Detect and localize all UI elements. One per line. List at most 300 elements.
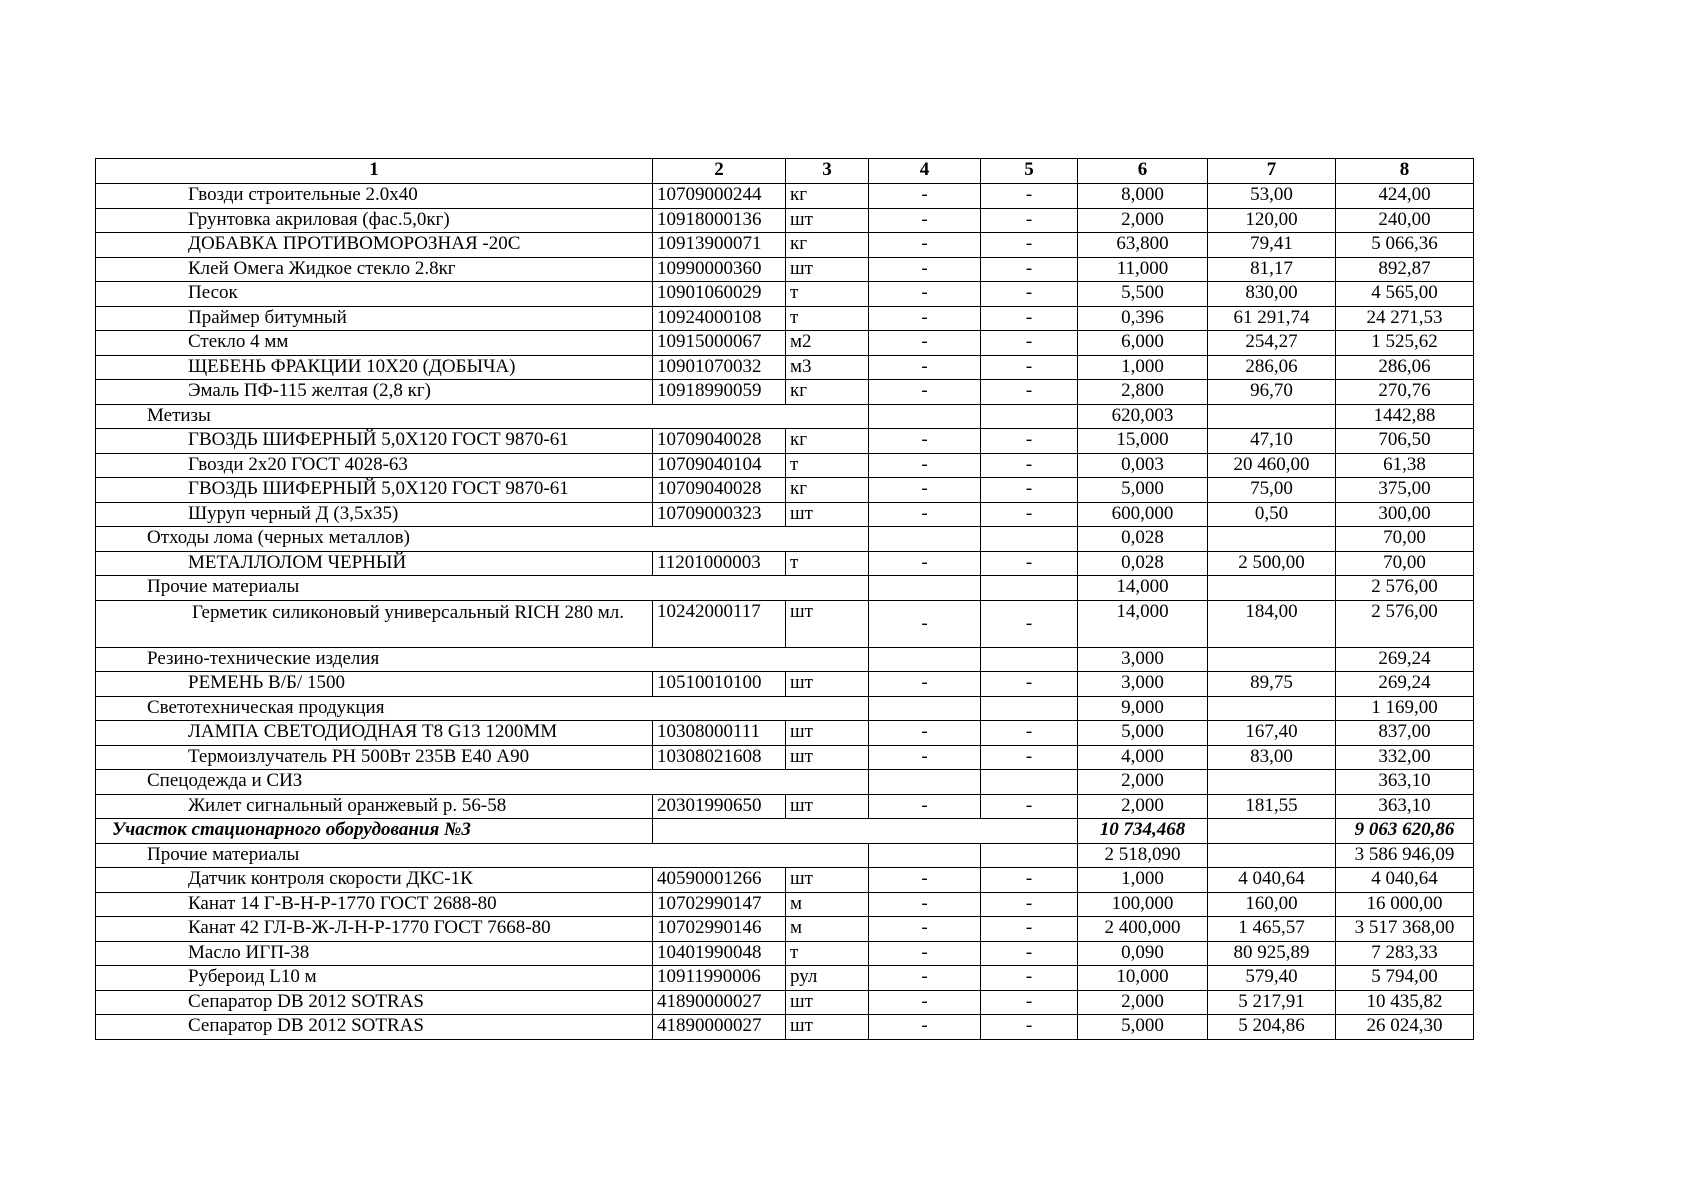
column-4-value: - [869,208,981,233]
column-header-1: 1 [96,159,653,184]
column-4-value: - [869,672,981,697]
item-name: ГВОЗДЬ ШИФЕРНЫЙ 5,0Х120 ГОСТ 9870-61 [96,478,653,503]
empty-cell [981,576,1078,601]
empty-cell [1208,843,1336,868]
item-code: 10901060029 [653,282,786,307]
group-name: Метизы [96,404,869,429]
item-name: Сепаратор DB 2012 SOTRAS [96,990,653,1015]
item-code: 41890000027 [653,990,786,1015]
column-4-value: - [869,794,981,819]
item-unit: шт [786,502,869,527]
column-4-value: - [869,257,981,282]
table-row [96,233,1474,258]
column-4-value: - [869,917,981,942]
table-row [96,600,1474,647]
item-quantity: 14,000 [1078,600,1208,647]
item-unit: рул [786,966,869,991]
item-price: 2 500,00 [1208,551,1336,576]
column-5-value: - [981,966,1078,991]
table-row [96,306,1474,331]
table-row [96,794,1474,819]
empty-cell [869,770,981,795]
empty-cell [1208,647,1336,672]
materials-table [95,158,1474,1040]
item-unit: шт [786,257,869,282]
table-row [96,966,1474,991]
item-code: 10918990059 [653,380,786,405]
item-unit: т [786,282,869,307]
column-header-4: 4 [869,159,981,184]
group-name: Прочие материалы [96,576,869,601]
column-5-value: - [981,331,1078,356]
item-code: 10709000323 [653,502,786,527]
item-code: 20301990650 [653,794,786,819]
table-row [96,941,1474,966]
item-unit: кг [786,184,869,209]
item-price: 5 217,91 [1208,990,1336,1015]
item-quantity: 0,396 [1078,306,1208,331]
table-row [96,551,1474,576]
column-4-value: - [869,355,981,380]
table-row [96,282,1474,307]
column-5-value: - [981,917,1078,942]
empty-cell [1208,770,1336,795]
group-name: Светотехническая продукция [96,696,869,721]
item-price: 53,00 [1208,184,1336,209]
item-price: 47,10 [1208,429,1336,454]
item-code: 10709040028 [653,478,786,503]
item-unit: шт [786,600,869,647]
item-code: 10702990146 [653,917,786,942]
item-code: 10709040104 [653,453,786,478]
item-name: РЕМЕНЬ В/Б/ 1500 [96,672,653,697]
empty-cell [1208,404,1336,429]
table-row [96,257,1474,282]
column-4-value: - [869,600,981,647]
column-5-value: - [981,380,1078,405]
item-name: ГВОЗДЬ ШИФЕРНЫЙ 5,0Х120 ГОСТ 9870-61 [96,429,653,454]
item-name: Песок [96,282,653,307]
item-code: 10702990147 [653,892,786,917]
group-name: Спецодежда и СИЗ [96,770,869,795]
group-sum: 363,10 [1336,770,1474,795]
empty-cell [981,527,1078,552]
item-price: 80 925,89 [1208,941,1336,966]
table-row [96,184,1474,209]
column-4-value: - [869,551,981,576]
group-quantity: 14,000 [1078,576,1208,601]
item-price: 579,40 [1208,966,1336,991]
group-sum: 1 169,00 [1336,696,1474,721]
item-code: 10242000117 [653,600,786,647]
column-5-value: - [981,990,1078,1015]
table-row [96,917,1474,942]
table-row [96,331,1474,356]
column-header-7: 7 [1208,159,1336,184]
column-5-value: - [981,794,1078,819]
column-4-value: - [869,941,981,966]
column-5-value: - [981,257,1078,282]
item-sum: 270,76 [1336,380,1474,405]
column-4-value: - [869,380,981,405]
item-quantity: 3,000 [1078,672,1208,697]
group-quantity: 3,000 [1078,647,1208,672]
group-row [96,770,1474,795]
column-5-value: - [981,551,1078,576]
empty-cell [653,819,1078,844]
item-name: Клей Омега Жидкое стекло 2.8кг [96,257,653,282]
empty-cell [869,576,981,601]
item-price: 286,06 [1208,355,1336,380]
group-row [96,527,1474,552]
group-quantity: 2,000 [1078,770,1208,795]
item-price: 0,50 [1208,502,1336,527]
table-row [96,745,1474,770]
item-unit: шт [786,868,869,893]
table-row [96,453,1474,478]
column-4-value: - [869,502,981,527]
item-quantity: 10,000 [1078,966,1208,991]
column-4-value: - [869,868,981,893]
item-quantity: 0,028 [1078,551,1208,576]
item-quantity: 5,000 [1078,478,1208,503]
group-row [96,696,1474,721]
empty-cell [869,527,981,552]
item-name: Грунтовка акриловая (фас.5,0кг) [96,208,653,233]
item-name: Герметик силиконовый универсальный RICH 280 мл. [96,600,653,647]
item-sum: 706,50 [1336,429,1474,454]
item-code: 40590001266 [653,868,786,893]
item-code: 10401990048 [653,941,786,966]
column-5-value: - [981,721,1078,746]
column-4-value: - [869,745,981,770]
group-sum: 2 576,00 [1336,576,1474,601]
item-code: 10911990006 [653,966,786,991]
item-sum: 332,00 [1336,745,1474,770]
column-header-8: 8 [1336,159,1474,184]
empty-cell [869,404,981,429]
empty-cell [981,843,1078,868]
item-name: Стекло 4 мм [96,331,653,356]
item-sum: 5 794,00 [1336,966,1474,991]
item-unit: шт [786,794,869,819]
table-row [96,355,1474,380]
item-code: 10510010100 [653,672,786,697]
item-price: 184,00 [1208,600,1336,647]
item-sum: 1 525,62 [1336,331,1474,356]
item-code: 10308000111 [653,721,786,746]
column-5-value: - [981,1015,1078,1040]
table-row [96,892,1474,917]
item-code: 10709000244 [653,184,786,209]
item-quantity: 2,000 [1078,990,1208,1015]
item-code: 10709040028 [653,429,786,454]
item-name: Гвозди 2х20 ГОСТ 4028-63 [96,453,653,478]
section-sum: 9 063 620,86 [1336,819,1474,844]
item-sum: 375,00 [1336,478,1474,503]
item-price: 5 204,86 [1208,1015,1336,1040]
item-sum: 892,87 [1336,257,1474,282]
column-4-value: - [869,478,981,503]
header-row [96,159,1474,184]
item-name: Канат 42 ГЛ-В-Ж-Л-Н-Р-1770 ГОСТ 7668-80 [96,917,653,942]
item-name: Шуруп черный Д (3,5х35) [96,502,653,527]
item-unit: кг [786,233,869,258]
item-quantity: 5,000 [1078,721,1208,746]
table-row [96,208,1474,233]
table-row [96,990,1474,1015]
item-price: 830,00 [1208,282,1336,307]
item-unit: м3 [786,355,869,380]
column-header-3: 3 [786,159,869,184]
column-4-value: - [869,892,981,917]
item-price: 181,55 [1208,794,1336,819]
item-unit: м2 [786,331,869,356]
group-quantity: 620,003 [1078,404,1208,429]
item-unit: шт [786,208,869,233]
group-sum: 269,24 [1336,647,1474,672]
item-quantity: 2,000 [1078,794,1208,819]
column-5-value: - [981,502,1078,527]
column-5-value: - [981,672,1078,697]
item-code: 10901070032 [653,355,786,380]
column-4-value: - [869,282,981,307]
group-sum: 1442,88 [1336,404,1474,429]
item-name: Сепаратор DB 2012 SOTRAS [96,1015,653,1040]
column-5-value: - [981,478,1078,503]
item-quantity: 0,090 [1078,941,1208,966]
item-quantity: 4,000 [1078,745,1208,770]
item-unit: шт [786,672,869,697]
item-code: 10915000067 [653,331,786,356]
item-price: 4 040,64 [1208,868,1336,893]
item-unit: м [786,917,869,942]
item-quantity: 6,000 [1078,331,1208,356]
column-5-value: - [981,208,1078,233]
item-sum: 4 565,00 [1336,282,1474,307]
item-quantity: 15,000 [1078,429,1208,454]
group-row [96,576,1474,601]
column-5-value: - [981,453,1078,478]
column-header-5: 5 [981,159,1078,184]
empty-cell [869,696,981,721]
empty-cell [1208,819,1336,844]
item-sum: 3 517 368,00 [1336,917,1474,942]
group-sum: 70,00 [1336,527,1474,552]
column-4-value: - [869,990,981,1015]
item-quantity: 2,800 [1078,380,1208,405]
empty-cell [869,843,981,868]
column-4-value: - [869,721,981,746]
item-unit: т [786,551,869,576]
item-sum: 837,00 [1336,721,1474,746]
column-5-value: - [981,600,1078,647]
item-name: ЛАМПА СВЕТОДИОДНАЯ T8 G13 1200MM [96,721,653,746]
empty-cell [1208,696,1336,721]
item-unit: кг [786,429,869,454]
column-header-2: 2 [653,159,786,184]
item-code: 10308021608 [653,745,786,770]
column-5-value: - [981,892,1078,917]
item-code: 10990000360 [653,257,786,282]
item-quantity: 1,000 [1078,355,1208,380]
item-name: Жилет сигнальный оранжевый р. 56-58 [96,794,653,819]
column-5-value: - [981,941,1078,966]
column-5-value: - [981,355,1078,380]
item-quantity: 2,000 [1078,208,1208,233]
table-body [96,184,1474,1040]
item-unit: шт [786,721,869,746]
item-code: 10913900071 [653,233,786,258]
item-price: 254,27 [1208,331,1336,356]
item-name: Эмаль ПФ-115 желтая (2,8 кг) [96,380,653,405]
table-row [96,478,1474,503]
item-unit: кг [786,478,869,503]
group-row [96,647,1474,672]
item-quantity: 600,000 [1078,502,1208,527]
column-5-value: - [981,429,1078,454]
item-quantity: 5,500 [1078,282,1208,307]
empty-cell [981,770,1078,795]
group-sum: 3 586 946,09 [1336,843,1474,868]
column-5-value: - [981,306,1078,331]
item-quantity: 63,800 [1078,233,1208,258]
item-name: ЩЕБЕНЬ ФРАКЦИИ 10Х20 (ДОБЫЧА) [96,355,653,380]
item-price: 83,00 [1208,745,1336,770]
empty-cell [981,647,1078,672]
item-unit: шт [786,1015,869,1040]
item-quantity: 11,000 [1078,257,1208,282]
item-price: 120,00 [1208,208,1336,233]
item-name: Датчик контроля скорости ДКС-1К [96,868,653,893]
item-name: МЕТАЛЛОЛОМ ЧЕРНЫЙ [96,551,653,576]
column-5-value: - [981,184,1078,209]
column-4-value: - [869,429,981,454]
item-quantity: 8,000 [1078,184,1208,209]
item-sum: 424,00 [1336,184,1474,209]
item-price: 75,00 [1208,478,1336,503]
item-quantity: 1,000 [1078,868,1208,893]
item-unit: т [786,453,869,478]
item-sum: 7 283,33 [1336,941,1474,966]
item-name: ДОБАВКА ПРОТИВОМОРОЗНАЯ -20С [96,233,653,258]
item-unit: т [786,306,869,331]
item-name: Канат 14 Г-В-Н-Р-1770 ГОСТ 2688-80 [96,892,653,917]
column-4-value: - [869,1015,981,1040]
empty-cell [869,647,981,672]
item-name: Праймер битумный [96,306,653,331]
item-sum: 24 271,53 [1336,306,1474,331]
item-price: 96,70 [1208,380,1336,405]
table-row [96,868,1474,893]
item-price: 167,40 [1208,721,1336,746]
item-sum: 286,06 [1336,355,1474,380]
item-sum: 2 576,00 [1336,600,1474,647]
item-price: 1 465,57 [1208,917,1336,942]
item-sum: 61,38 [1336,453,1474,478]
section-quantity: 10 734,468 [1078,819,1208,844]
item-quantity: 2 400,000 [1078,917,1208,942]
group-quantity: 2 518,090 [1078,843,1208,868]
table-row [96,721,1474,746]
item-sum: 10 435,82 [1336,990,1474,1015]
column-4-value: - [869,966,981,991]
column-5-value: - [981,868,1078,893]
item-unit: шт [786,745,869,770]
column-5-value: - [981,282,1078,307]
item-sum: 269,24 [1336,672,1474,697]
item-name: Рубероид L10 м [96,966,653,991]
empty-cell [1208,576,1336,601]
item-price: 89,75 [1208,672,1336,697]
item-quantity: 0,003 [1078,453,1208,478]
item-sum: 70,00 [1336,551,1474,576]
item-code: 10924000108 [653,306,786,331]
item-code: 11201000003 [653,551,786,576]
column-4-value: - [869,453,981,478]
group-row [96,404,1474,429]
item-sum: 240,00 [1336,208,1474,233]
empty-cell [1208,527,1336,552]
item-unit: кг [786,380,869,405]
table-row [96,429,1474,454]
item-quantity: 5,000 [1078,1015,1208,1040]
item-sum: 16 000,00 [1336,892,1474,917]
group-row [96,843,1474,868]
column-4-value: - [869,184,981,209]
group-name: Резино-технические изделия [96,647,869,672]
item-price: 20 460,00 [1208,453,1336,478]
column-5-value: - [981,745,1078,770]
group-name: Прочие материалы [96,843,869,868]
table-row [96,1015,1474,1040]
column-header-6: 6 [1078,159,1208,184]
column-4-value: - [869,233,981,258]
item-name: Термоизлучатель РН 500Вт 235В Е40 А90 [96,745,653,770]
column-5-value: - [981,233,1078,258]
table-row [96,502,1474,527]
item-quantity: 100,000 [1078,892,1208,917]
item-price: 61 291,74 [1208,306,1336,331]
empty-cell [981,404,1078,429]
item-name: Масло ИГП-38 [96,941,653,966]
item-name: Гвозди строительные 2.0х40 [96,184,653,209]
item-sum: 300,00 [1336,502,1474,527]
item-sum: 4 040,64 [1336,868,1474,893]
group-quantity: 0,028 [1078,527,1208,552]
item-sum: 26 024,30 [1336,1015,1474,1040]
section-name: Участок стационарного оборудования №3 [96,819,653,844]
item-code: 41890000027 [653,1015,786,1040]
item-sum: 363,10 [1336,794,1474,819]
item-code: 10918000136 [653,208,786,233]
column-4-value: - [869,331,981,356]
column-4-value: - [869,306,981,331]
table-row [96,672,1474,697]
section-row [96,819,1474,844]
group-name: Отходы лома (черных металлов) [96,527,869,552]
table-row [96,380,1474,405]
item-unit: т [786,941,869,966]
item-price: 81,17 [1208,257,1336,282]
group-quantity: 9,000 [1078,696,1208,721]
item-unit: шт [786,990,869,1015]
item-sum: 5 066,36 [1336,233,1474,258]
item-price: 160,00 [1208,892,1336,917]
empty-cell [981,696,1078,721]
item-unit: м [786,892,869,917]
item-price: 79,41 [1208,233,1336,258]
